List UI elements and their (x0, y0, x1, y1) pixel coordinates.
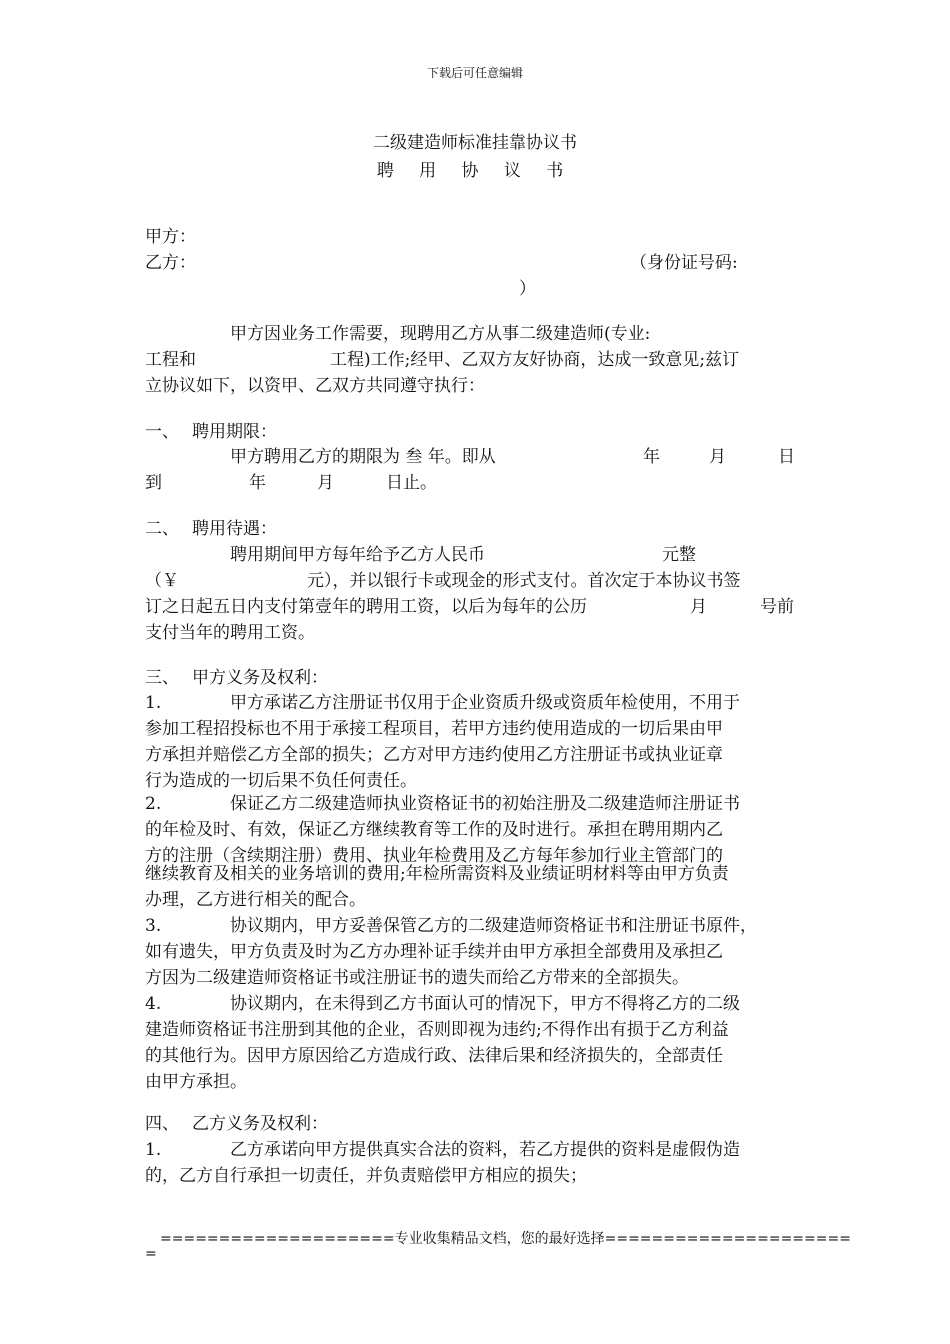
paragraph-line: 办理，乙方进行相关的配合。 (145, 890, 366, 910)
section-3-number: 三、 (145, 668, 179, 688)
paragraph-line: 由甲方承担。 (145, 1072, 247, 1092)
paragraph-line: 方的注册（含续期注册）费用、执业年检费用及乙方每年参加行业主管部门的 (145, 846, 723, 866)
section-1-end-year: 年 (249, 473, 266, 493)
header-note: 下载后可任意编辑 (426, 66, 523, 80)
section-2-line-2: 元），并以银行卡或现金的形式支付。首次定于本协议书签 (307, 571, 741, 591)
party-a-label: 甲方： (145, 227, 196, 247)
paragraph-line: 方承担并赔偿乙方全部的损失；乙方对甲方违约使用乙方注册证书或执业证章 (145, 745, 723, 765)
paragraph-line: 行为造成的一切后果不负任何责任。 (145, 771, 417, 791)
paragraph-line: 建造师资格证书注册到其他的企业，否则即视为违约;不得作出有损于乙方利益 (145, 1020, 729, 1040)
intro-line-2a: 工程和 (145, 350, 196, 370)
section-2-heading: 聘用待遇： (192, 519, 277, 539)
paragraph-line: 甲方承诺乙方注册证书仅用于企业资质升级或资质年检使用，不用于 (230, 693, 740, 713)
section-4-heading: 乙方义务及权利： (192, 1114, 328, 1134)
section-1-month: 月 (709, 447, 726, 467)
paragraph-line: 保证乙方二级建造师执业资格证书的初始注册及二级建造师注册证书 (230, 794, 740, 814)
footer-banner: ====================专业收集精品文档，您的最好选择===================== (160, 1231, 851, 1247)
item-number: 1. (145, 693, 162, 713)
paragraph-line: 参加工程招投标也不用于承接工程项目，若甲方违约使用造成的一切后果由甲 (145, 719, 723, 739)
paragraph-line: 协议期内，在未得到乙方书面认可的情况下，甲方不得将乙方的二级 (230, 994, 740, 1014)
item-number: 4. (145, 994, 162, 1014)
item-number: 3. (145, 916, 162, 936)
section-2-before: 号前 (760, 597, 794, 617)
document-title: 二级建造师标准挂靠协议书 (373, 133, 577, 153)
id-number-close: ） (519, 279, 536, 299)
intro-line-3: 立协议如下，以资甲、乙双方共同遵守执行： (145, 376, 485, 396)
intro-line-2b: 工程)工作;经甲、乙双方友好协商，达成一致意见;兹订 (330, 350, 740, 370)
paragraph-line: 如有遗失，甲方负责及时为乙方办理补证手续并由甲方承担全部费用及承担乙 (145, 942, 723, 962)
paragraph-line: 继续教育及相关的业务培训的费用;年检所需资料及业绩证明材料等由甲方负责 (145, 864, 729, 884)
intro-line-1: 甲方因业务工作需要，现聘用乙方从事二级建造师(专业: (230, 324, 651, 344)
paragraph-line: 乙方承诺向甲方提供真实合法的资料，若乙方提供的资料是虚假伪造 (230, 1140, 740, 1160)
party-b-label: 乙方： (145, 253, 196, 273)
paragraph-line: 的，乙方自行承担一切责任，并负责赔偿甲方相应的损失； (145, 1166, 587, 1186)
section-1-until: 日止。 (386, 473, 437, 493)
paragraph-line: 方因为二级建造师资格证书或注册证书的遗失而给乙方带来的全部损失。 (145, 968, 689, 988)
document-subtitle: 聘 用 协 议 书 (376, 161, 574, 181)
section-2-line-4: 支付当年的聘用工资。 (145, 623, 315, 643)
section-1-day: 日 (778, 447, 795, 467)
section-1-number: 一、 (145, 422, 179, 442)
section-1-year: 年 (643, 447, 660, 467)
section-1-end-month: 月 (317, 473, 334, 493)
section-2-number: 二、 (145, 519, 179, 539)
section-2-yen: （￥ (145, 571, 179, 591)
section-1-line-1: 甲方聘用乙方的期限为 叁 年。即从 (230, 447, 496, 467)
section-2-line-3: 订之日起五日内支付第壹年的聘用工资，以后为每年的公历 (145, 597, 587, 617)
item-number: 2. (145, 794, 162, 814)
footer-banner-tail: = (145, 1246, 157, 1262)
section-2-month: 月 (690, 597, 707, 617)
section-3-heading: 甲方义务及权利： (192, 668, 328, 688)
paragraph-line: 的其他行为。因甲方原因给乙方造成行政、法律后果和经济损失的，全部责任 (145, 1046, 723, 1066)
section-1-heading: 聘用期限： (192, 422, 277, 442)
item-number: 1. (145, 1140, 162, 1160)
paragraph-line: 的年检及时、有效，保证乙方继续教育等工作的及时进行。承担在聘用期内乙 (145, 820, 723, 840)
section-2-line-1: 聘用期间甲方每年给予乙方人民币 (230, 545, 485, 565)
section-4-number: 四、 (145, 1114, 179, 1134)
section-2-yuan-zheng: 元整 (662, 545, 696, 565)
paragraph-line: 协议期内，甲方妥善保管乙方的二级建造师资格证书和注册证书原件， (230, 916, 757, 936)
section-1-to: 到 (145, 473, 162, 493)
id-number-label: （身份证号码: (630, 253, 738, 273)
